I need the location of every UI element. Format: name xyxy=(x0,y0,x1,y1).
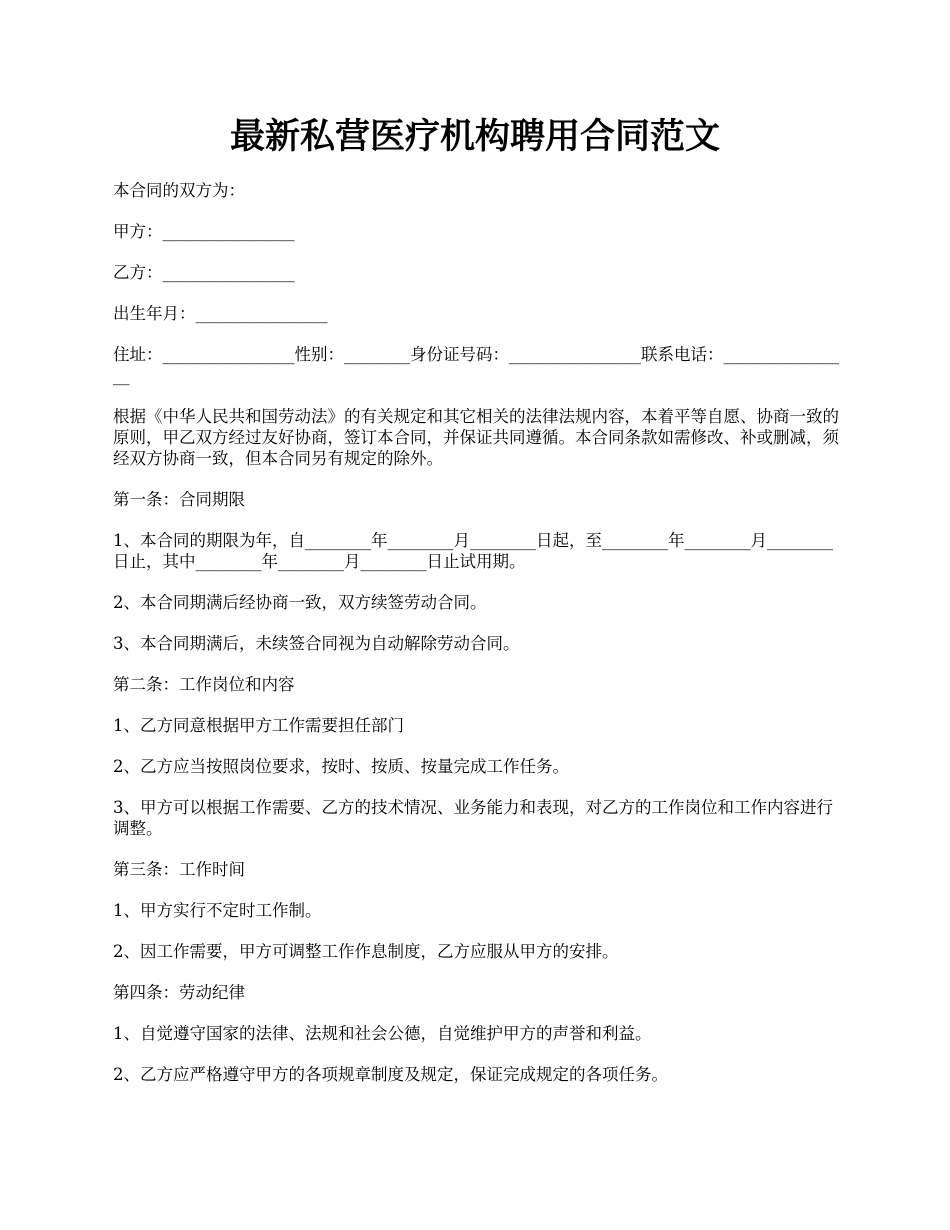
article-3-heading: 第三条：工作时间 xyxy=(113,860,245,879)
article-1-clause-3: 3、本合同期满后，未续签合同视为自动解除劳动合同。 xyxy=(113,634,520,653)
birth-date-field: 出生年月：________________ xyxy=(113,304,328,323)
document-title: 最新私营医疗机构聘用合同范文 xyxy=(229,116,720,157)
article-3-clause-2: 2、因工作需要，甲方可调整工作作息制度，乙方应服从甲方的安排。 xyxy=(113,942,619,961)
article-1-clause-1: 1、本合同的期限为年，自________年________月________日起，至________年________月________日止，其中________年________月________日止试用期。 xyxy=(113,531,833,571)
article-1-clause-2: 2、本合同期满后经协商一致，双方续签劳动合同。 xyxy=(113,593,487,612)
article-2-heading: 第二条：工作岗位和内容 xyxy=(113,675,295,694)
party-b-field: 乙方：________________ xyxy=(113,263,295,282)
party-a-field: 甲方：________________ xyxy=(113,222,295,241)
article-2-clause-1: 1、乙方同意根据甲方工作需要担任部门 xyxy=(113,716,404,735)
preamble-paragraph: 根据《中华人民共和国劳动法》的有关规定和其它相关的法律法规内容，本着平等自愿、协商一致的原则，甲乙双方经过友好协商，签订本合同，并保证共同遵循。本合同条款如需修改、补或删减，须经双方协商一致，但本合同另有规定的除外。 xyxy=(113,407,839,468)
intro-parties-line: 本合同的双方为： xyxy=(113,181,245,200)
article-4-heading: 第四条：劳动纪律 xyxy=(113,983,245,1002)
article-2-clause-2: 2、乙方应当按照岗位要求，按时、按质、按量完成工作任务。 xyxy=(113,757,569,776)
article-4-clause-2: 2、乙方应严格遵守甲方的各项规章制度及规定，保证完成规定的各项任务。 xyxy=(113,1065,668,1084)
document-body xyxy=(113,180,841,1105)
article-1-heading: 第一条：合同期限 xyxy=(113,490,245,509)
article-2-clause-3: 3、甲方可以根据工作需要、乙方的技术情况、业务能力和表现，对乙方的工作岗位和工作内容进行调整。 xyxy=(113,798,833,838)
article-3-clause-1: 1、甲方实行不定时工作制。 xyxy=(113,901,322,920)
personal-info-fields: 住址：________________性别：________身份证号码：________________联系电话：________________ xyxy=(113,345,839,385)
article-4-clause-1: 1、自觉遵守国家的法律、法规和社会公德，自觉维护甲方的声誉和利益。 xyxy=(113,1024,652,1043)
